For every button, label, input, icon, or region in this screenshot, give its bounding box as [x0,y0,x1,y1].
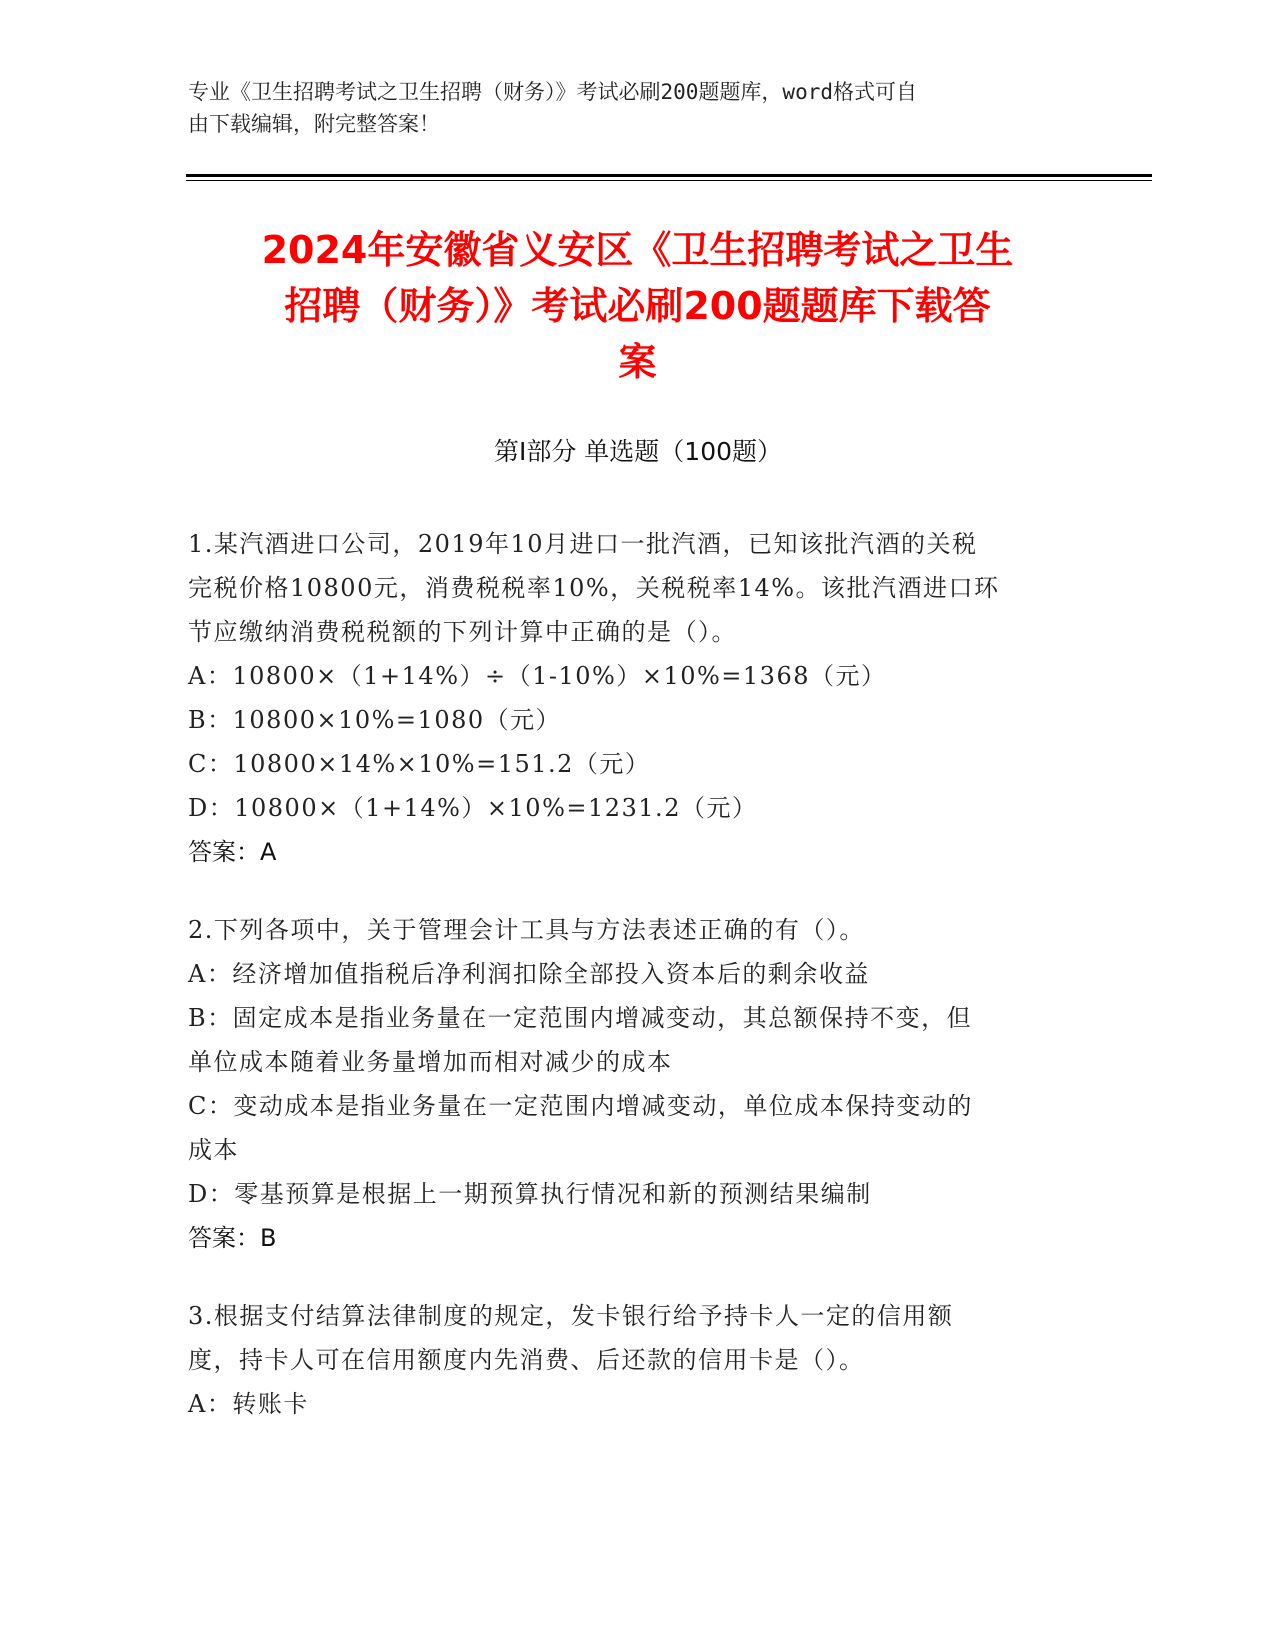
header-divider-thick [186,174,1152,177]
option-b: B：固定成本是指业务量在一定范围内增减变动，其总额保持不变，但 [188,1004,973,1032]
document-title-line: 招聘（财务）》考试必刷200题题库下载答 [284,284,991,328]
document-title-line: 2024年安徽省义安区《卫生招聘考试之卫生 [261,228,1014,272]
document-title [160,222,1115,390]
document-title-line: 案 [618,340,657,384]
option-d: D：零基预算是根据上一期预算执行情况和新的预测结果编制 [188,1180,872,1208]
question-stem-line: 节应缴纳消费税税额的下列计算中正确的是（）。 [188,618,737,646]
question-stem-line: 2.下列各项中，关于管理会计工具与方法表述正确的有（）。 [188,916,865,944]
option-b-continued: 单位成本随着业务量增加而相对减少的成本 [188,1048,673,1076]
option-b: B：10800×10%=1080（元） [188,706,562,734]
answer-label: 答案：A [188,838,277,866]
question-stem-line: 1.某汽酒进口公司，2019年10月进口一批汽酒，已知该批汽酒的关税 [188,530,978,558]
answer-label: 答案：B [188,1224,277,1252]
option-c-continued: 成本 [188,1136,239,1164]
option-c: C：变动成本是指业务量在一定范围内增减变动，单位成本保持变动的 [188,1092,973,1120]
question-stem-line: 度，持卡人可在信用额度内先消费、后还款的信用卡是（）。 [188,1346,865,1374]
option-a: A：10800×（1+14%）÷（1-10%）×10%=1368（元） [188,662,887,690]
question-item [188,1294,1068,1426]
question-item [188,908,1068,1260]
header-note-line: 由下载编辑，附完整答案！ [188,112,440,136]
question-stem-line: 3.根据支付结算法律制度的规定，发卡银行给予持卡人一定的信用额 [188,1302,954,1330]
question-stem-line: 完税价格10800元，消费税税率10%，关税税率14%。该批汽酒进口环 [188,574,1000,602]
question-list [188,522,1068,1460]
option-a: A：转账卡 [188,1390,309,1418]
header-note [188,76,1088,140]
option-d: D：10800×（1+14%）×10%=1231.2（元） [188,794,758,822]
section-heading: 第Ⅰ部分 单选题（100题） [493,437,783,466]
question-item [188,522,1068,874]
header-divider-thin [186,180,1152,181]
option-a: A：经济增加值指税后净利润扣除全部投入资本后的剩余收益 [188,960,870,988]
option-c: C：10800×14%×10%=151.2（元） [188,750,651,778]
header-note-line: 专业《卫生招聘考试之卫生招聘（财务）》考试必刷200题题库，word格式可自 [188,80,917,104]
